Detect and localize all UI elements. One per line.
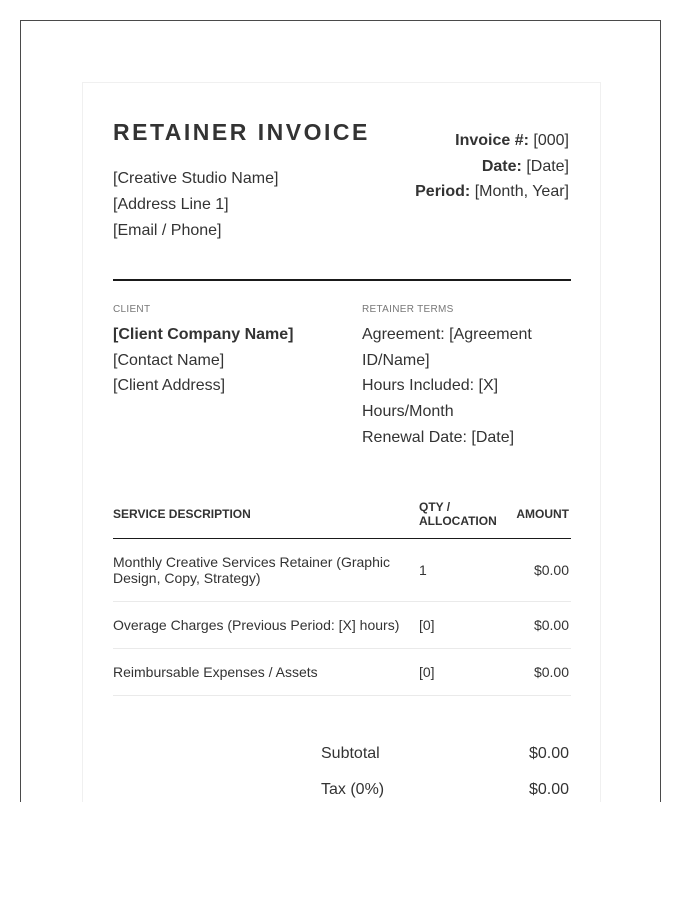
row-divider bbox=[113, 648, 571, 649]
column-header-qty: QTY / ALLOCATION bbox=[419, 500, 497, 528]
invoice-period-label: Period: bbox=[415, 183, 471, 200]
row-3-qty: [0] bbox=[419, 664, 435, 680]
terms-line: Renewal Date: [Date] bbox=[362, 429, 515, 446]
terms-section-label: RETAINER TERMS bbox=[362, 304, 454, 315]
tax-label: Tax (0%) bbox=[321, 781, 385, 798]
row-2-amount: $0.00 bbox=[533, 617, 569, 633]
client-section-label: CLIENT bbox=[113, 304, 151, 315]
row-2-qty: [0] bbox=[419, 617, 435, 633]
subtotal-value: $0.00 bbox=[528, 745, 569, 762]
terms-line: Hours/Month bbox=[362, 403, 454, 420]
invoice-period-value: [Month, Year] bbox=[474, 183, 569, 200]
row-3-amount: $0.00 bbox=[533, 664, 569, 680]
subtotal-label: Subtotal bbox=[321, 745, 380, 762]
row-divider bbox=[113, 695, 571, 696]
invoice-date-value: [Date] bbox=[526, 158, 569, 175]
column-header-description: SERVICE DESCRIPTION bbox=[113, 507, 251, 521]
client-company: [Client Company Name] bbox=[113, 326, 294, 343]
terms-line: Agreement: [Agreement bbox=[362, 326, 532, 343]
row-divider bbox=[113, 601, 571, 602]
terms-line: Hours Included: [X] bbox=[362, 377, 499, 394]
row-2-description: Overage Charges (Previous Period: [X] hours) bbox=[113, 617, 400, 633]
row-1-description: Monthly Creative Services Retainer (Graphic Design, Copy, Strategy) bbox=[113, 554, 390, 586]
invoice-date-label: Date: bbox=[481, 158, 522, 175]
client-contact: [Contact Name] bbox=[113, 352, 225, 369]
row-1-qty: 1 bbox=[419, 562, 427, 578]
invoice-title: RETAINER INVOICE bbox=[113, 119, 370, 145]
header-divider bbox=[113, 279, 571, 281]
invoice-period bbox=[415, 183, 569, 201]
tax-value: $0.00 bbox=[528, 781, 569, 798]
invoice-number-label: Invoice #: bbox=[455, 132, 529, 149]
document-frame bbox=[20, 20, 661, 802]
studio-contact: [Email / Phone] bbox=[113, 222, 222, 239]
invoice-number-value: [000] bbox=[533, 132, 569, 149]
table-header-rule bbox=[113, 538, 571, 539]
row-1-amount: $0.00 bbox=[533, 562, 569, 578]
terms-line: ID/Name] bbox=[362, 352, 430, 369]
client-address: [Client Address] bbox=[113, 377, 226, 394]
invoice-number bbox=[455, 132, 569, 150]
studio-address: [Address Line 1] bbox=[113, 196, 229, 213]
row-3-description: Reimbursable Expenses / Assets bbox=[113, 664, 318, 680]
studio-name: [Creative Studio Name] bbox=[113, 170, 279, 187]
column-header-amount: AMOUNT bbox=[516, 507, 569, 521]
invoice-date bbox=[482, 158, 569, 176]
